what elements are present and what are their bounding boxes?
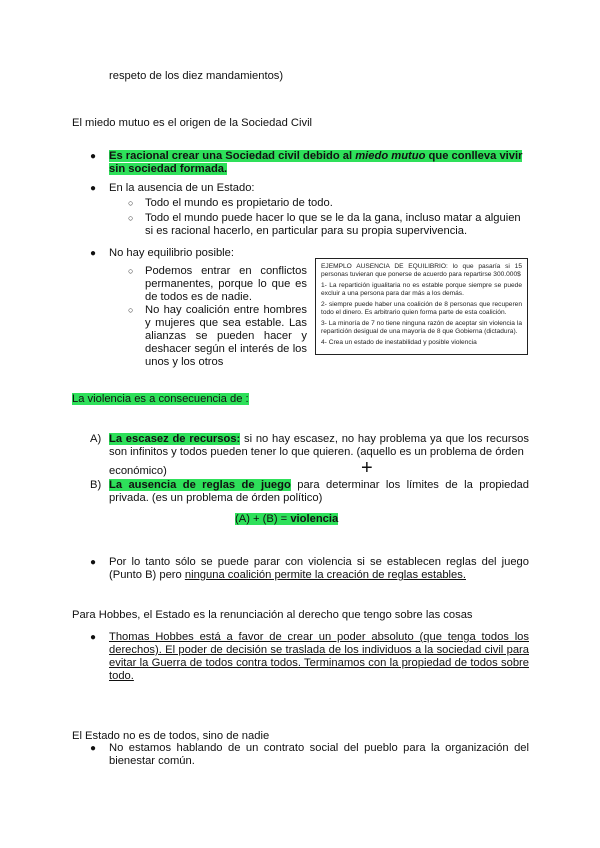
item-label-b: B) [90,479,102,491]
example-box-equilibrio [315,258,528,355]
item-escasez: La escasez de recursos: si no hay escasez, no hay problema ya que los recursos son infinitos y todos pueden tener lo que quieren. (aquello es un problema de órden económico) [109,433,529,477]
box-paragraph: EJEMPLO AUSENCIA DE EQUILIBRIO: lo que pasaría si 15 personas tuvieran que ponerse de acuerdo para repartirse 300.000$ [321,263,522,278]
bullet-icon: ● [90,151,97,162]
item-label-a: A) [90,433,102,445]
bullet-ausencia-estado: En la ausencia de un Estado: [109,182,255,194]
bullet-icon: ● [90,632,97,643]
box-paragraph: 1- La repartición igualitaria no es estable porque siempre se puede excluir a una persona para dar más a los demás. [321,282,522,297]
sub-bullet-coalicion: No hay coalición entre hombres y mujeres que sea estable. Las alianzas se pueden hacer y deshacer según el interés de los unos y los otros [145,304,307,368]
item-reglas-juego: La ausencia de reglas de juego para determinar los límites de la propiedad privada. (es un problema de órden político) [109,479,529,504]
section-heading-estado-nadie: El Estado no es de todos, sino de nadie [72,730,270,742]
highlighted-text: Es racional crear una Sociedad civil debido al miedo mutuo que conlleva vivir [109,150,523,162]
bullet-racional [109,150,529,176]
sub-bullet-hacer: Todo el mundo puede hacer lo que se le da la gana, incluso matar a alguien si es racional hacerlo, en particular para su propia supervivencia. [145,212,521,237]
highlighted-text: sin sociedad formada. [109,163,228,175]
bullet-icon: ● [90,743,97,754]
section-heading-miedo-mutuo: El miedo mutuo es el origen de la Sociedad Civil [72,117,313,129]
section-heading-hobbes: Para Hobbes, el Estado es la renunciación al derecho que tengo sobre las cosas [72,609,473,621]
highlighted-text: La escasez de recursos: [109,433,241,445]
formula-violencia: (A) + (B) = violencia [235,513,339,525]
bullet-icon: ● [90,183,97,194]
section-heading-violencia: La violencia es a consecuencia de : [72,393,249,405]
bullet-equilibrio: No hay equilibrio posible: [109,247,235,259]
sub-bullet-propietario: Todo el mundo es propietario de todo. [145,197,333,209]
plus-sign: + [361,457,373,479]
box-paragraph: 3- La minoría de 7 no tiene ninguna razón de aceptar sin violencia la repartición desigual de una mayoría de 8 que Gobierna (dictadura). [321,320,522,335]
circle-bullet-icon: ○ [128,213,134,223]
bullet-icon: ● [90,248,97,259]
box-paragraph: 4- Crea un estado de inestabilidad y posible violencia [321,339,477,346]
box-paragraph: 2- siempre puede haber una coalición de 8 personas que recuperen todo el dinero. Es arbitrario quien forma parte de esta coalición. [321,301,522,316]
bullet-parar-violencia: Por lo tanto sólo se puede parar con violencia si se establecen reglas del juego (Punto B) pero ninguna coalición permite la creación de reglas estables. [109,556,529,581]
circle-bullet-icon: ○ [128,305,134,315]
bullet-hobbes-poder: Thomas Hobbes está a favor de crear un poder absoluto (que tenga todos los derechos). El poder de decisión se traslada de los individuos a la sociedad civil para evitar la Guerra de todos contra todos. Terminamos con la propiedad de todos sobre todo. [109,631,529,682]
circle-bullet-icon: ○ [128,198,134,208]
sub-bullet-conflictos: Podemos entrar en conflictos permanentes, porque lo que es de todos es de nadie. [145,265,307,303]
highlighted-text: La ausencia de reglas de juego [109,479,291,491]
bullet-contrato-social: No estamos hablando de un contrato social del pueblo para la organización del bienestar común. [109,742,529,767]
circle-bullet-icon: ○ [128,266,134,276]
intro-line: respeto de los diez mandamientos) [109,70,284,82]
bullet-icon: ● [90,557,97,568]
